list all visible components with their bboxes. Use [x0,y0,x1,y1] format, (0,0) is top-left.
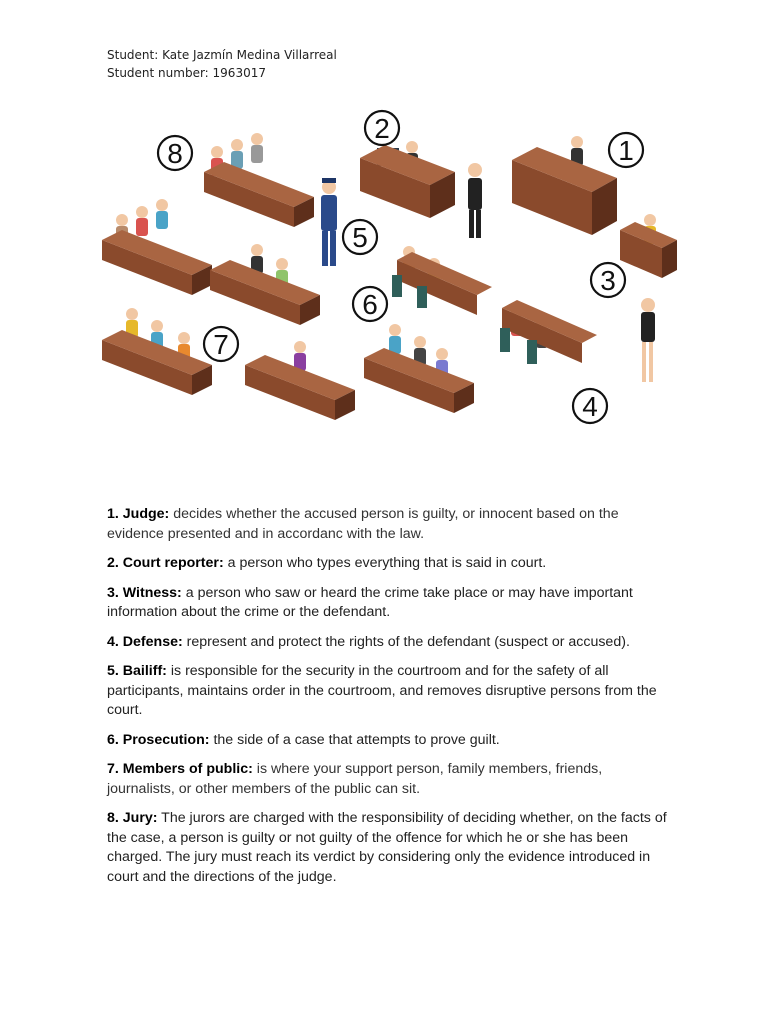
public-benches [102,308,474,420]
svg-text:4: 4 [582,391,598,422]
lawyer-standing [468,163,482,238]
label-3 [591,263,625,297]
definition-term: 1. Judge: [107,506,170,522]
definition-term: 2. Court reporter: [107,555,224,571]
definition-text: a person who types everything that is said in court. [227,555,547,571]
label-5 [343,220,377,254]
label-8 [158,136,192,170]
definition-term: 8. Jury: [107,810,158,826]
label-1 [609,133,643,167]
bailiff-figure [321,178,337,266]
definition-text: is where your support person, family members, friends, journalists, or other members of the public can sit. [107,761,603,797]
prosecution-table [392,246,492,315]
definition-text: represent and protect the rights of the defendant (suspect or accused). [186,633,630,650]
svg-text:6: 6 [362,289,378,320]
definitions-list [107,505,667,897]
label-4 [573,389,607,423]
witness-stand [620,214,677,278]
definition-text: is responsible for the security in the courtroom and for the safety of all participants, maintains order in the courtroom, and removes disruptive persons from the court. [107,663,657,718]
student-header [107,46,337,82]
svg-text:1: 1 [618,135,634,166]
definition-term: 4. Defense: [107,633,183,650]
definition-court-reporter [107,554,667,574]
label-6 [353,287,387,321]
definition-bailiff [107,662,667,721]
svg-text:3: 3 [600,265,616,296]
court-reporter-desk [360,141,455,218]
svg-text:7: 7 [213,329,229,360]
definition-text: the side of a case that attempts to prove guilt. [213,731,500,748]
definition-term: 5. Bailiff: [107,663,167,679]
svg-text:2: 2 [374,113,390,144]
definition-term: 3. Witness: [107,584,182,601]
svg-text:5: 5 [352,222,368,253]
label-7 [204,327,238,361]
definition-term: 7. Members of public: [107,761,253,777]
definition-prosecution [107,731,667,751]
judge-bench [512,136,617,235]
definition-judge [107,505,667,544]
definition-witness [107,584,667,623]
definition-jury [107,809,667,887]
standing-woman [641,298,655,382]
definition-term: 6. Prosecution: [107,731,210,748]
courtroom-illustration [92,100,692,480]
defense-table [500,300,597,364]
public-bench-upper [210,244,320,325]
definition-defense [107,633,667,653]
student-name: Student: Kate Jazmín Medina Villarreal [107,48,337,62]
label-2 [365,111,399,145]
definition-text: decides whether the accused person is guilty, or innocent based on the evidence presented and in accordanc with the law. [107,506,619,542]
svg-text:8: 8 [167,138,183,169]
definition-members-of-public [107,760,667,799]
student-number: Student number: 1963017 [107,66,266,80]
definition-text: a person who saw or heard the crime take place or may have important information about the crime or the defendant. [107,584,633,620]
definition-text: The jurors are charged with the responsibility of deciding whether, on the facts of the case, a person is guilty or not guilty of the offence for which he or she has been charged. The jury must reach its verdict by considering only the evidence introduced in court and the directions of the judge. [107,810,667,885]
